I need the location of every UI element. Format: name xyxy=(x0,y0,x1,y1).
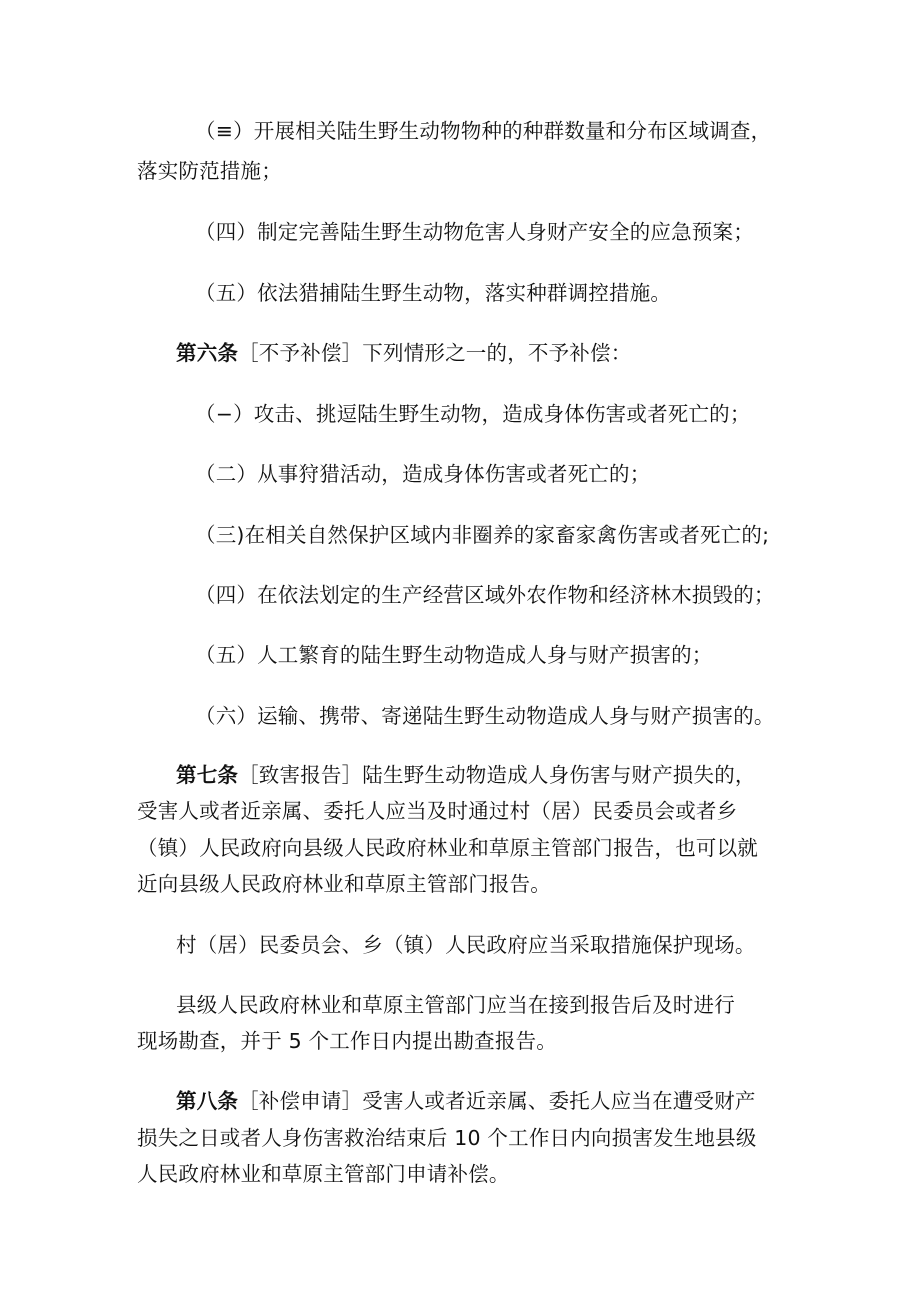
article-7-text: ［致害报告］陆生野生动物造成人身伤害与财产损失的， xyxy=(238,763,756,787)
article-7-line-2: 受害人或者近亲属、委托人应当及时通过村（居）民委员会或者乡 xyxy=(137,799,738,823)
article-7-line-3: （镇）人民政府向县级人民政府林业和草原主管部门报告，也可以就 xyxy=(137,836,758,860)
article-7-line-4: 近向县级人民政府林业和草原主管部门报告。 xyxy=(137,872,551,896)
article-6-label: 第六条 xyxy=(176,341,239,365)
paragraph-5: （五）依法猎捕陆生野生动物，落实种群调控措施。 xyxy=(195,281,672,305)
paragraph-4: （四）制定完善陆生野生动物危害人身财产安全的应急预案； xyxy=(195,220,754,244)
article-6-item-5: （五）人工繁育的陆生野生动物造成人身与财产损害的； xyxy=(195,643,713,667)
article-8-line-3: 人民政府林业和草原主管部门申请补偿。 xyxy=(137,1162,510,1186)
paragraph-3-line-1: （≡）开展相关陆生野生动物物种的种群数量和分布区域调查， xyxy=(195,119,772,143)
paragraph-3-line-2: 落实防范措施； xyxy=(137,159,282,183)
article-7-paragraph-3-line-2: 现场勘查，并于 5 个工作日内提出勘查报告。 xyxy=(137,1029,557,1053)
article-8-label: 第八条 xyxy=(176,1089,239,1113)
article-7-label: 第七条 xyxy=(176,763,239,787)
article-7-line-1 xyxy=(176,757,756,793)
article-8-text: ［补偿申请］受害人或者近亲属、委托人应当在遭受财产 xyxy=(238,1089,756,1113)
article-6-text: ［不予补偿］下列情形之一的，不予补偿： xyxy=(238,341,632,365)
article-6-item-1: （−）攻击、挑逗陆生野生动物，造成身体伤害或者死亡的； xyxy=(195,402,751,426)
article-7-paragraph-3-line-1: 县级人民政府林业和草原主管部门应当在接到报告后及时进行 xyxy=(176,993,735,1017)
article-8-line-1 xyxy=(176,1083,756,1119)
article-6-item-4: （四）在依法划定的生产经营区域外农作物和经济林木损毁的； xyxy=(195,583,775,607)
article-6-heading xyxy=(176,335,631,371)
article-7-paragraph-2: 村（居）民委员会、乡（镇）人民政府应当采取措施保护现场。 xyxy=(176,933,756,957)
article-6-item-3: （三)在相关自然保护区域内非圈养的家畜家禽伤害或者死亡的; xyxy=(195,523,770,547)
article-8-line-2: 损失之日或者人身伤害救治结束后 10 个工作日内向损害发生地县级 xyxy=(137,1126,757,1150)
article-6-item-2: （二）从事狩猎活动，造成身体伤害或者死亡的； xyxy=(195,462,651,486)
article-6-item-6: （六）运输、携带、寄递陆生野生动物造成人身与财产损害的。 xyxy=(195,704,775,728)
